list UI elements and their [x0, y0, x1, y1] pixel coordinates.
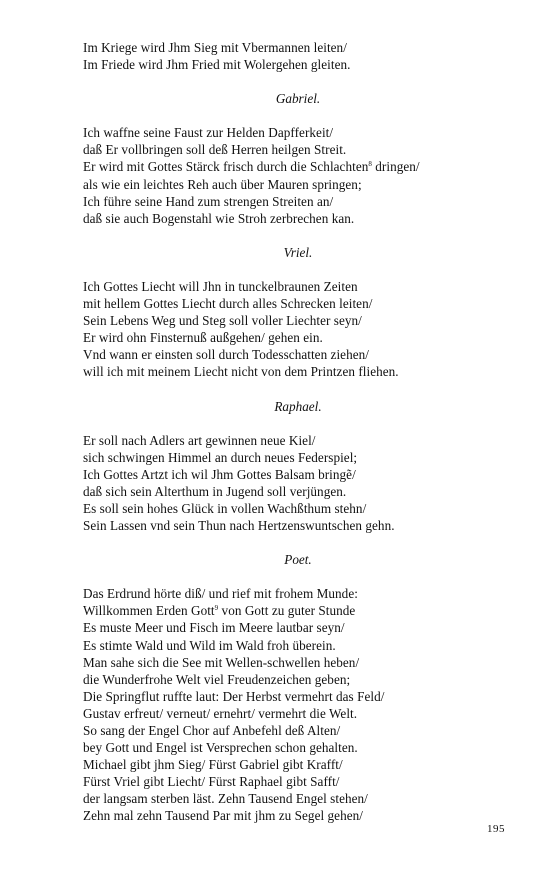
verse-line — [83, 585, 513, 602]
verse-line — [83, 158, 513, 175]
verse-text: Michael gibt jhm Sieg/ Fürst Gabriel gibt Krafft/ — [83, 757, 343, 773]
verse-text: Sein Lassen vnd sein Thun nach Hertzenswuntschen gehn. — [83, 518, 395, 534]
verse-line — [83, 295, 513, 312]
verse-text: Fürst Vriel gibt Liecht/ Fürst Raphael gibt Safft/ — [83, 774, 340, 790]
verse-line — [83, 124, 513, 141]
poem-text — [83, 39, 513, 825]
verse-text: Er wird mit Gottes Stärck frisch durch die Schlachten — [83, 159, 369, 175]
verse-text: Willkommen Erden Gott — [83, 603, 215, 619]
verse-line — [83, 363, 513, 380]
speaker-heading: Gabriel. — [275, 91, 321, 107]
verse-text: will ich mit meinem Liecht nicht von dem Printzen fliehen. — [83, 364, 399, 380]
verse-line — [83, 773, 513, 790]
verse-text: Er wird ohn Finsternuß außgehen/ gehen ein. — [83, 330, 323, 346]
verse-text: Es stimte Wald und Wild im Wald froh überein. — [83, 637, 336, 653]
verse-text: Er soll nach Adlers art gewinnen neue Kiel/ — [83, 432, 316, 448]
verse-line — [83, 346, 513, 363]
verse-line — [83, 210, 513, 227]
verse-line — [83, 278, 513, 295]
verse-line — [83, 722, 513, 739]
verse-line — [83, 517, 513, 534]
verse-text: Ich Gottes Liecht will Jhn in tunckelbraunen Zeiten — [83, 278, 358, 294]
verse-text: Ich Gottes Artzt ich wil Jhm Gottes Balsam bringẽ/ — [83, 466, 356, 482]
verse-line — [83, 500, 513, 517]
verse-text: Die Springflut ruffte laut: Der Herbst vermehrt das Feld/ — [83, 688, 385, 704]
verse-line — [83, 432, 513, 449]
verse-line — [83, 176, 513, 193]
verse-text: Vnd wann er einsten soll durch Todesschatten ziehen/ — [83, 347, 369, 363]
speaker-heading: Vriel. — [283, 244, 313, 260]
stanza — [83, 39, 513, 73]
stanza — [83, 244, 513, 381]
stanza — [83, 551, 513, 824]
page-number: 195 — [487, 823, 505, 835]
verse-text: Im Kriege wird Jhm Sieg mit Vbermannen leiten/ — [83, 40, 347, 55]
verse-line — [83, 39, 513, 56]
verse-text: Es muste Meer und Fisch im Meere lautbar seyn/ — [83, 620, 345, 636]
verse-line — [83, 141, 513, 158]
verse-line — [83, 312, 513, 329]
verse-line — [83, 688, 513, 705]
verse-line — [83, 602, 513, 619]
verse-text: Ich waffne seine Faust zur Helden Dapfferkeit/ — [83, 125, 334, 141]
verse-line — [83, 739, 513, 756]
verse-line — [83, 790, 513, 807]
verse-text: als wie ein leichtes Reh auch über Mauren springen; — [83, 176, 362, 192]
verse-line — [83, 466, 513, 483]
verse-line — [83, 807, 513, 824]
verse-line — [83, 329, 513, 346]
verse-line — [83, 705, 513, 722]
verse-text: der langsam sterben läst. Zehn Tausend Engel stehen/ — [83, 791, 368, 807]
verse-line — [83, 756, 513, 773]
verse-text: daß Er vollbringen soll deß Herren heilgen Streit. — [83, 142, 347, 158]
verse-text: Gustav erfreut/ verneut/ ernehrt/ vermehrt die Welt. — [83, 705, 358, 721]
verse-text-continued: von Gott zu guter Stunde — [218, 603, 356, 619]
verse-text: daß sich sein Alterthum in Jugend soll verjüngen. — [83, 483, 347, 499]
verse-text: sich schwingen Himmel an durch neues Federspiel; — [83, 449, 358, 465]
verse-line — [83, 637, 513, 654]
verse-line — [83, 671, 513, 688]
verse-text: Zehn mal zehn Tausend Par mit jhm zu Segel gehen/ — [83, 808, 363, 824]
verse-text: Sein Lebens Weg und Steg soll voller Liechter seyn/ — [83, 313, 362, 329]
speaker-heading: Poet. — [284, 552, 312, 568]
footnote-marker[interactable]: 9 — [214, 604, 219, 613]
verse-text-continued: dringen/ — [371, 159, 420, 175]
verse-text: daß sie auch Bogenstahl wie Stroh zerbrechen kan. — [83, 210, 355, 226]
verse-line — [83, 619, 513, 636]
verse-text: Es soll sein hohes Glück in vollen Wachßthum stehn/ — [83, 500, 367, 516]
verse-text: bey Gott und Engel ist Versprechen schon gehalten. — [83, 740, 358, 756]
verse-text: mit hellem Gottes Liecht durch alles Schrecken leiten/ — [83, 296, 373, 312]
verse-text: Das Erdrund hörte diß/ und rief mit frohem Munde: — [83, 586, 358, 602]
verse-text: Man sahe sich die See mit Wellen-schwellen heben/ — [83, 654, 360, 670]
verse-line — [83, 56, 513, 73]
verse-text: die Wunderfrohe Welt viel Freudenzeichen geben; — [83, 671, 351, 687]
stanza — [83, 90, 513, 227]
stanza — [83, 398, 513, 535]
verse-line — [83, 193, 513, 210]
verse-text: So sang der Engel Chor auf Anbefehl deß Alten/ — [83, 723, 341, 738]
verse-text: Im Friede wird Jhm Fried mit Wolergehen gleiten. — [83, 57, 351, 73]
speaker-heading: Raphael. — [274, 398, 322, 414]
verse-line — [83, 483, 513, 500]
verse-line — [83, 449, 513, 466]
verse-line — [83, 654, 513, 671]
verse-text: Ich führe seine Hand zum strengen Streiten an/ — [83, 193, 334, 209]
footnote-marker[interactable]: 8 — [368, 160, 372, 169]
